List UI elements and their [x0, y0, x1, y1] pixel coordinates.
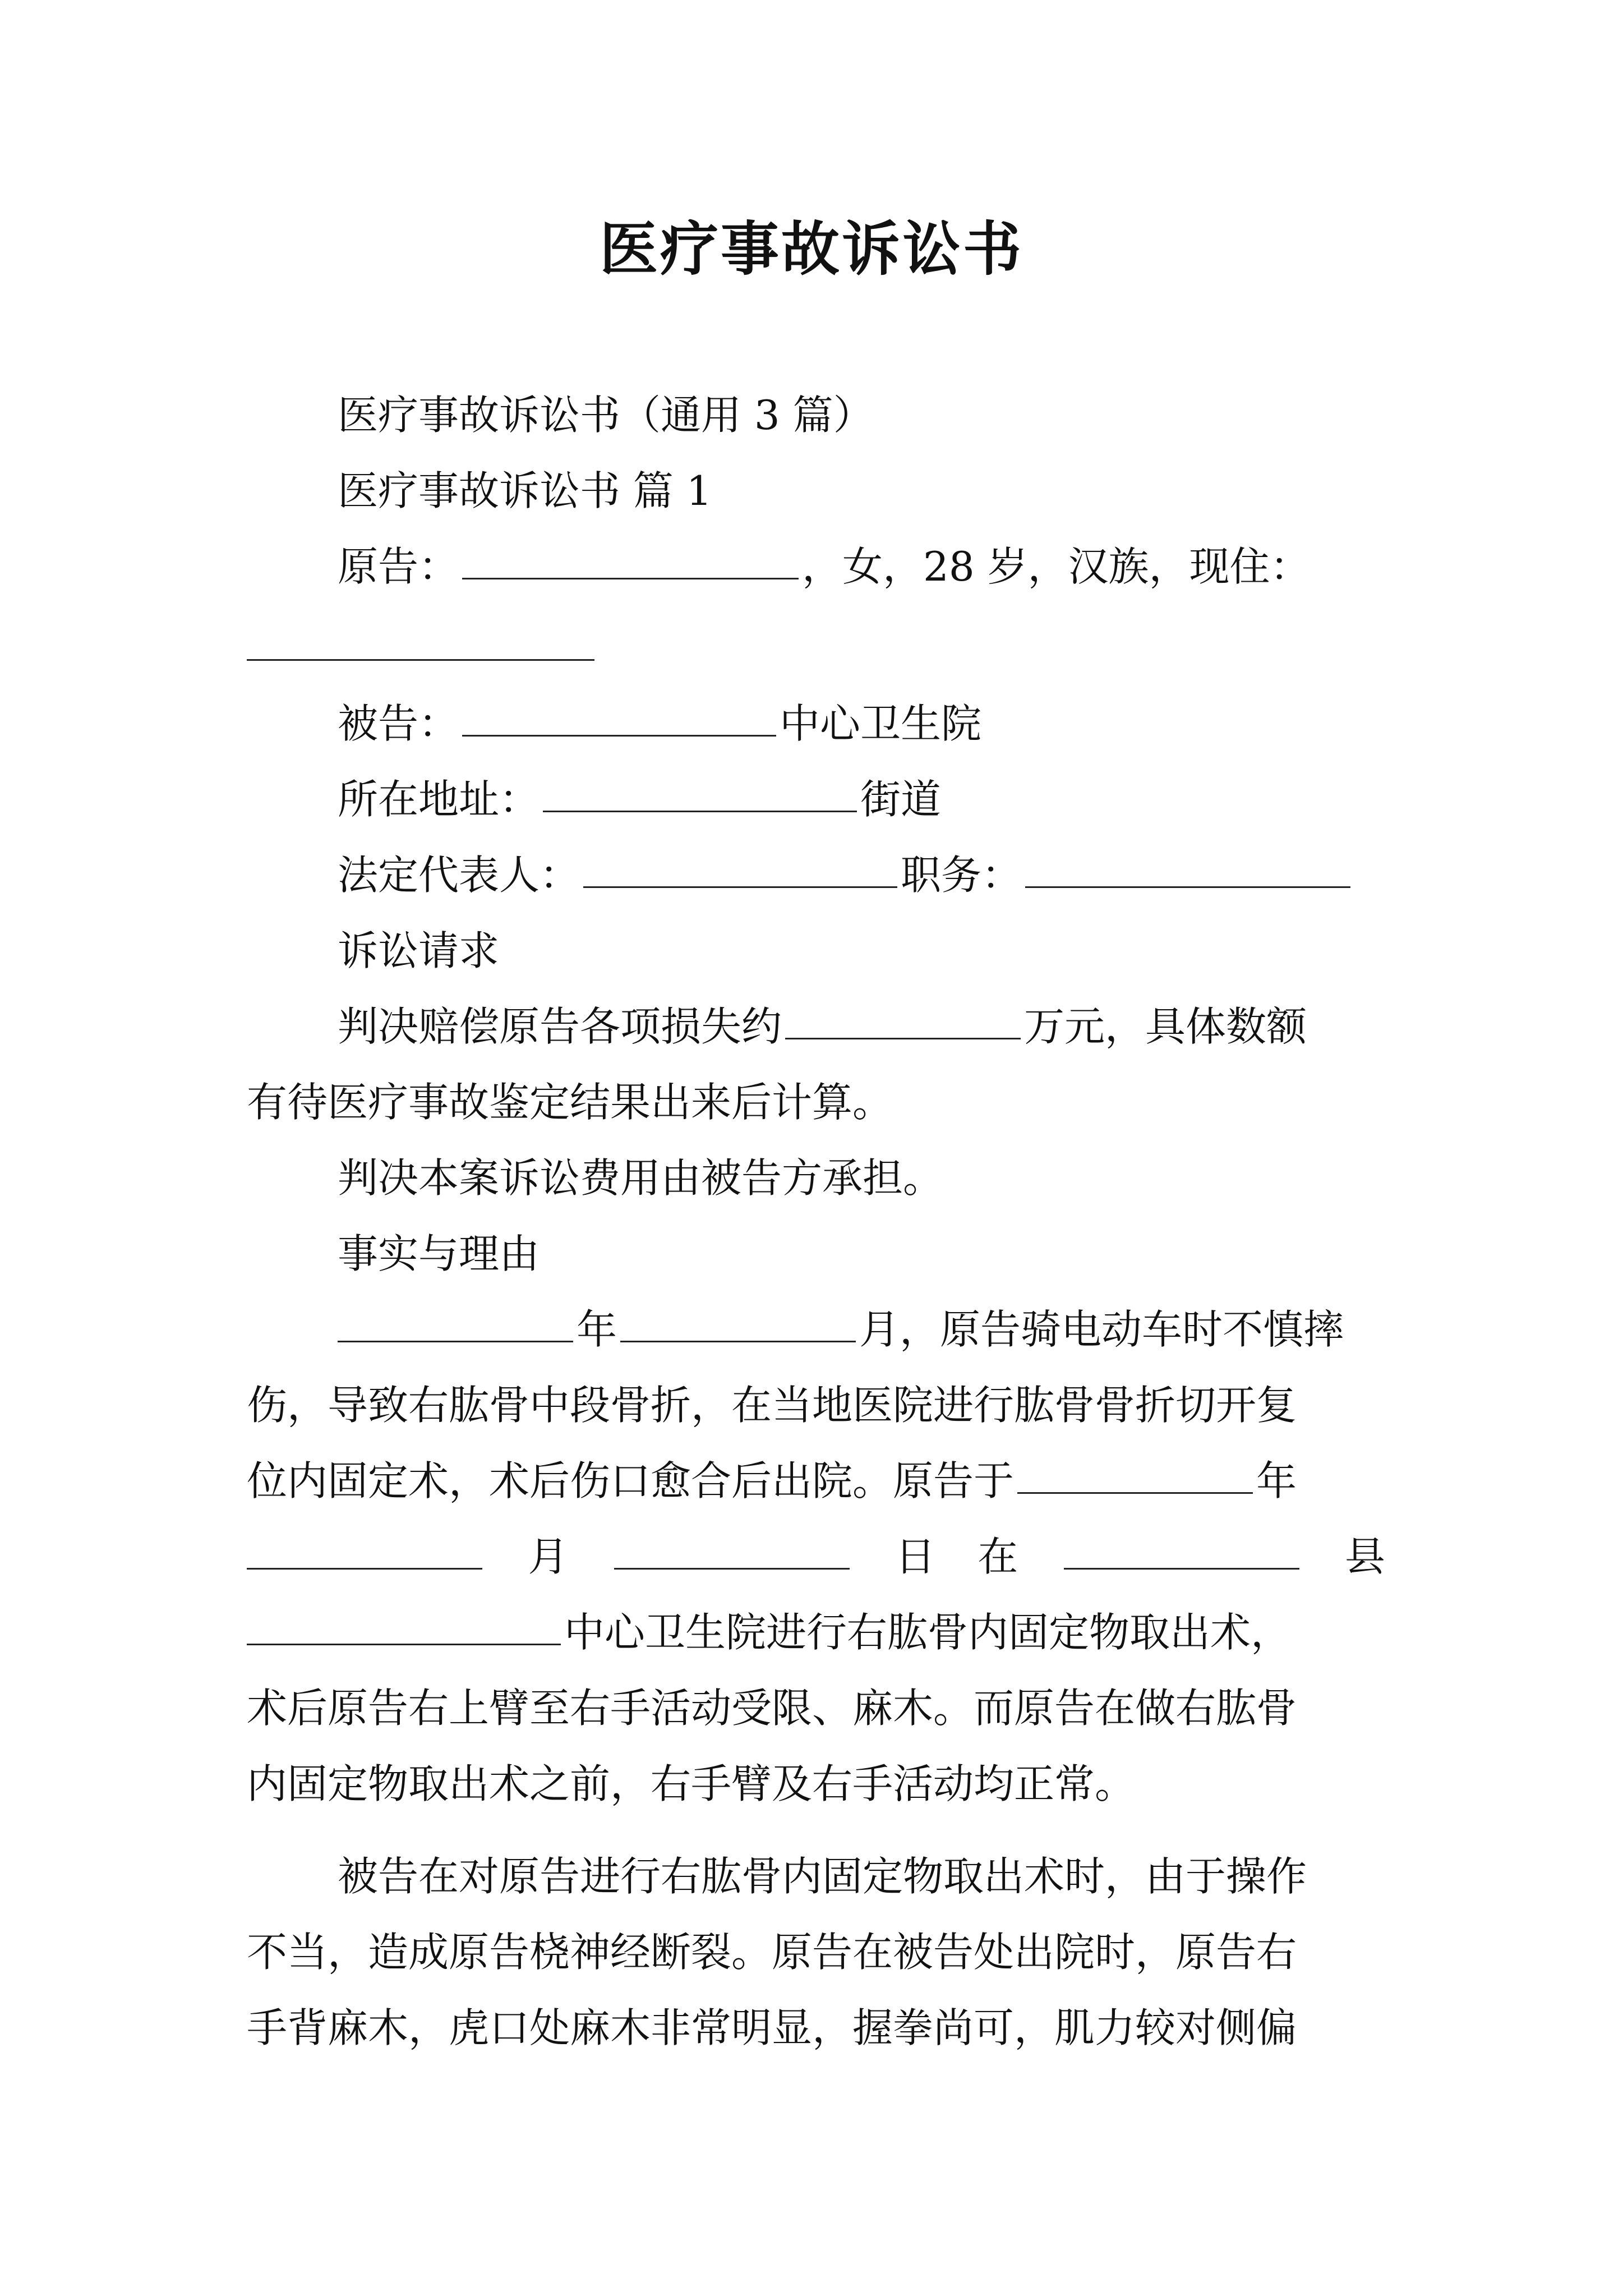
- fact-line-7: [247, 1745, 1385, 1823]
- claim1-suffix: 万元，具体数额: [1024, 1003, 1307, 1050]
- duty-label: 职务：: [901, 852, 1022, 899]
- address-line: [247, 760, 1385, 839]
- fact-year-label: 年: [577, 1306, 617, 1353]
- address-label: 所在地址：: [338, 776, 540, 823]
- facts-heading: 事实与理由: [338, 1230, 540, 1277]
- claim2-line: [247, 1139, 1385, 1217]
- claims-heading-line: [247, 912, 1385, 990]
- representative-blank: [583, 852, 897, 888]
- fact-line3-year: 年: [1256, 1457, 1297, 1504]
- plaintiff-address-line: [247, 609, 1385, 687]
- para2-line3-text: 手背麻木，虎口处麻木非常明显，握拳尚可，肌力较对侧偏: [247, 2004, 1297, 2051]
- representative-line: [247, 836, 1385, 914]
- fact-line3-text: 位内固定术，术后伤口愈合后出院。原告于: [247, 1457, 1015, 1504]
- facts-heading-line: [247, 1214, 1385, 1293]
- fact-day-blank: [614, 1533, 850, 1570]
- para2-line-2: [247, 1913, 1385, 1991]
- fact-line-3: [247, 1442, 1385, 1520]
- address-blank: [543, 776, 857, 812]
- fact-line-1: [247, 1290, 1385, 1369]
- fact-line4-county: 县: [1344, 1533, 1385, 1580]
- defendant-line: [247, 684, 1385, 763]
- fact-line-4: [247, 1517, 1385, 1596]
- fact-year-blank: [338, 1306, 573, 1342]
- claim1-amount-blank: [785, 1003, 1021, 1039]
- fact-line-2: [247, 1366, 1385, 1444]
- para2-line-1: [247, 1837, 1385, 1916]
- fact-hospital-blank: [247, 1609, 561, 1645]
- section-text: 医疗事故诉讼书 篇 1: [338, 467, 712, 514]
- representative-label: 法定代表人：: [338, 852, 580, 899]
- fact-line5-text: 中心卫生院进行右肱骨内固定物取出术，: [564, 1609, 1292, 1656]
- subtitle-line: [247, 376, 1385, 454]
- fact-line1-rest: 月，原告骑电动车时不慎摔: [859, 1306, 1344, 1353]
- defendant-label: 被告：: [338, 700, 459, 747]
- plaintiff-details: ，女，28 岁，汉族，现住：: [802, 543, 1311, 590]
- fact-line4-at: 在: [978, 1533, 1018, 1580]
- fact-line6-text: 术后原告右上臂至右手活动受限、麻木。而原告在做右肱骨: [247, 1685, 1297, 1732]
- fact-line-6: [247, 1669, 1385, 1747]
- claim1-prefix: 判决赔偿原告各项损失约: [338, 1003, 782, 1050]
- claims-heading: 诉讼请求: [338, 927, 500, 974]
- fact-line4-day: 日: [895, 1533, 935, 1580]
- fact-line7-text: 内固定物取出术之前，右手臂及右手活动均正常。: [247, 1760, 1136, 1807]
- claim2-text: 判决本案诉讼费用由被告方承担。: [338, 1154, 944, 1202]
- defendant-suffix: 中心卫生院: [780, 700, 982, 747]
- fact-county-blank: [1064, 1533, 1299, 1570]
- claim1-cont: 有待医疗事故鉴定结果出来后计算。: [247, 1079, 893, 1126]
- subtitle-text: 医疗事故诉讼书（通用 3 篇）: [338, 392, 874, 439]
- plaintiff-address-blank: [247, 624, 594, 661]
- plaintiff-name-blank: [462, 543, 799, 579]
- section-line: [247, 452, 1385, 530]
- fact-second-year-blank: [1017, 1457, 1253, 1494]
- fact-line-5: [247, 1593, 1385, 1672]
- document-title: 医疗事故诉讼书: [599, 214, 1023, 283]
- fact-line2-text: 伤，导致右肱骨中段骨折，在当地医院进行肱骨骨折切开复: [247, 1382, 1297, 1429]
- fact-month-blank: [620, 1306, 856, 1342]
- para2-line2-text: 不当，造成原告桡神经断裂。原告在被告处出院时，原告右: [247, 1929, 1297, 1976]
- claim1-cont-line: [247, 1063, 1385, 1142]
- para2-line1-text: 被告在对原告进行右肱骨内固定物取出术时，由于操作: [338, 1853, 1307, 1900]
- defendant-name-blank: [462, 700, 776, 737]
- para2-line-3: [247, 1989, 1385, 2067]
- plaintiff-label: 原告：: [338, 543, 459, 590]
- fact-line4-month: 月: [528, 1533, 569, 1580]
- plaintiff-line: [247, 527, 1385, 606]
- duty-blank: [1025, 852, 1350, 888]
- claim1-line: [247, 987, 1385, 1066]
- fact-month2-blank: [247, 1533, 482, 1570]
- address-suffix: 街道: [860, 776, 942, 823]
